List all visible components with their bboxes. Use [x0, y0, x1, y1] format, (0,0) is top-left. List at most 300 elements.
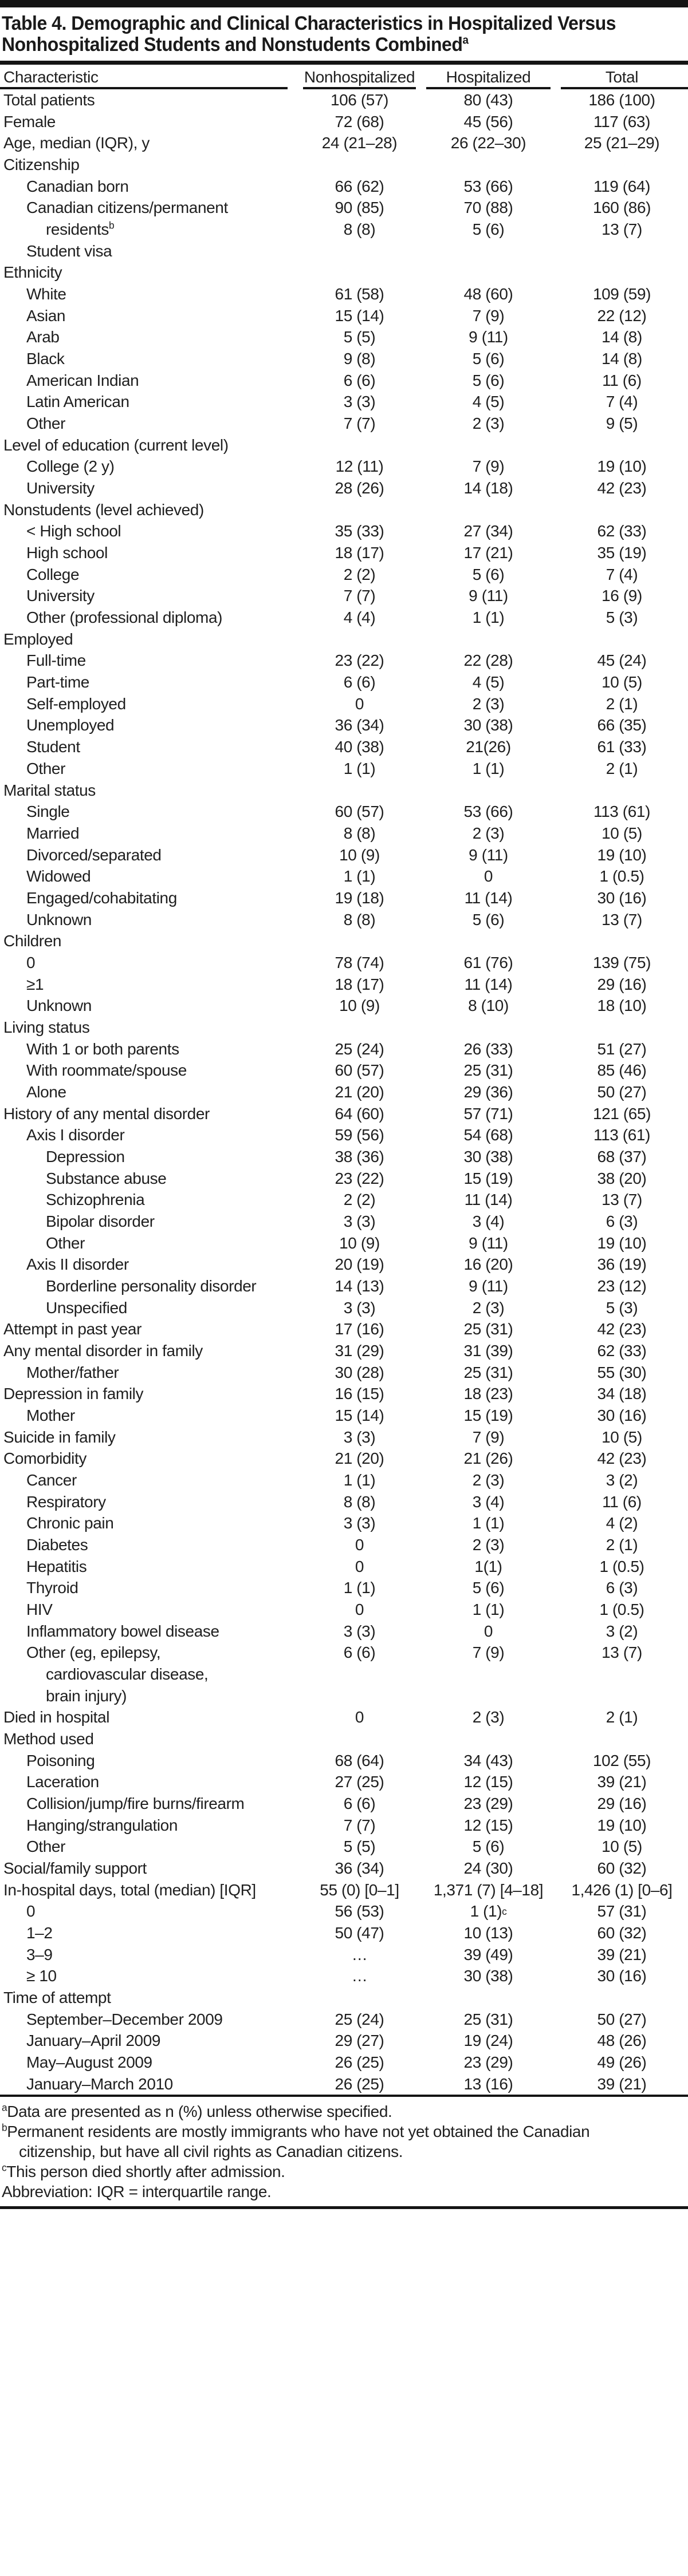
hospitalized-value: 3 (4) [472, 1212, 505, 1230]
nonhospitalized-value: 6 (6) [343, 1795, 376, 1813]
nonhospitalized-value: 0 [355, 694, 364, 713]
nonhospitalized-value: 3 (3) [343, 1622, 376, 1640]
hospitalized-value: 7 (9) [472, 1428, 505, 1446]
nonhospitalized-value: 35 (33) [335, 522, 384, 540]
table-row [0, 1081, 688, 1103]
hospitalized-value: 11 (14) [464, 888, 513, 907]
total-value [556, 1685, 688, 1707]
nonhospitalized-value: 0 [355, 1708, 364, 1726]
table-row [0, 348, 688, 370]
total-value: 30 (16) [597, 888, 647, 907]
table-row [0, 1427, 688, 1448]
total-value: 36 (19) [597, 1255, 647, 1274]
total-value: 139 (75) [592, 953, 651, 971]
hospitalized-value: 0 [483, 1622, 493, 1640]
row-label: White [26, 285, 66, 303]
total-value: 23 (12) [597, 1277, 647, 1295]
total-value: 10 (5) [601, 1428, 642, 1446]
table-row [0, 154, 688, 176]
total-value: 50 (27) [597, 2010, 647, 2028]
table-row [0, 758, 688, 780]
total-value: 45 (24) [597, 651, 647, 670]
table-row [0, 650, 688, 671]
table-row [0, 111, 688, 133]
total-value [556, 629, 688, 650]
hospitalized-value: 1 (1) [472, 609, 505, 627]
table-row [0, 2073, 688, 2095]
hospitalized-value [421, 1728, 556, 1750]
total-value: 42 (23) [597, 479, 647, 497]
table-row [0, 1556, 688, 1578]
total-value: 42 (23) [597, 1449, 647, 1468]
nonhospitalized-value: 1 (1) [343, 1579, 376, 1597]
total-value: 1 (0.5) [599, 867, 644, 886]
nonhospitalized-value: 8 (8) [343, 910, 376, 929]
nonhospitalized-value: 9 (8) [343, 350, 376, 368]
nonhospitalized-value [298, 1664, 421, 1685]
row-label: Axis I disorder [26, 1126, 125, 1144]
column-header-hospitalized: Hospitalized [421, 65, 556, 89]
hospitalized-value: 61 (76) [463, 953, 513, 971]
table-row [0, 1124, 688, 1146]
nonhospitalized-value: 26 (25) [335, 2075, 384, 2093]
row-label: Respiratory [26, 1492, 106, 1511]
table-row [0, 1469, 688, 1491]
nonhospitalized-value: 23 (22) [335, 651, 384, 670]
row-label: Alone [26, 1082, 66, 1101]
table-row [0, 1405, 688, 1427]
table-row [0, 413, 688, 434]
row-label: ≥1 [26, 975, 44, 993]
row-label: Total patients [3, 91, 95, 109]
table-row [0, 1642, 688, 1664]
hospitalized-value: 1(1) [474, 1557, 502, 1575]
row-label: Employed [3, 630, 73, 648]
hospitalized-value: 23 (29) [463, 2053, 513, 2072]
table-row [0, 1512, 688, 1534]
row-label: Married [26, 824, 80, 842]
nonhospitalized-value: 38 (36) [335, 1147, 384, 1165]
row-label: Unemployed [26, 716, 115, 734]
bottom-rule [0, 2206, 688, 2209]
total-value: 55 (30) [597, 1363, 647, 1381]
hospitalized-value: 5 (6) [472, 371, 505, 389]
total-value: 22 (12) [597, 306, 647, 325]
table-row [0, 974, 688, 995]
row-label: Other (professional diploma) [26, 609, 223, 627]
hospitalized-value: 18 (23) [463, 1385, 513, 1403]
total-value: 61 (33) [597, 738, 647, 756]
nonhospitalized-value: 18 (17) [335, 975, 384, 993]
footnote: $^c$This person died shortly after admission. [2, 2162, 285, 2181]
hospitalized-value: 25 (31) [463, 1320, 513, 1338]
nonhospitalized-value: 3 (3) [343, 1428, 376, 1446]
hospitalized-value: 30 (38) [463, 1967, 513, 1985]
hospitalized-value [421, 1664, 556, 1685]
hospitalized-value [421, 1017, 556, 1038]
table-row [0, 1103, 688, 1125]
total-value: 10 (5) [601, 673, 642, 692]
total-value: 39 (21) [597, 1945, 647, 1963]
hospitalized-value: 8 (10) [468, 997, 509, 1015]
nonhospitalized-value: 2 (2) [343, 565, 376, 583]
nonhospitalized-value: 20 (19) [335, 1255, 384, 1274]
total-value [556, 240, 688, 262]
table-row [0, 542, 688, 564]
table-row [0, 520, 688, 542]
table-row [0, 1599, 688, 1621]
table-row [0, 1706, 688, 1728]
row-label: Other [26, 414, 66, 433]
total-value [556, 154, 688, 176]
row-label: American Indian [26, 371, 139, 389]
total-value [556, 1017, 688, 1038]
table-row [0, 391, 688, 413]
table-row [0, 607, 688, 629]
hospitalized-value: 26 (22–30) [450, 134, 526, 152]
row-label: Time of attempt [3, 1989, 111, 2007]
table-row [0, 1793, 688, 1815]
row-label: Bipolar disorder [46, 1212, 155, 1230]
row-label: Inflammatory bowel disease [26, 1622, 219, 1640]
hospitalized-value: 5 (6) [472, 350, 505, 368]
row-label: With 1 or both parents [26, 1040, 179, 1058]
hospitalized-value: 2 (3) [472, 694, 505, 713]
table-row [0, 585, 688, 607]
nonhospitalized-value: 15 (14) [335, 306, 384, 325]
table-row [0, 801, 688, 823]
hospitalized-value: 2 (3) [472, 1536, 505, 1554]
total-value [556, 434, 688, 456]
hospitalized-value: 1 (1) [472, 759, 505, 777]
row-label: Unspecified [46, 1298, 127, 1317]
row-label: brain injury) [46, 1686, 127, 1705]
hospitalized-value: 31 (39) [463, 1341, 513, 1360]
total-value [556, 262, 688, 283]
total-value: 39 (21) [597, 2075, 647, 2093]
hospitalized-value [421, 629, 556, 650]
table-row [0, 1836, 688, 1858]
row-label: With roommate/spouse [26, 1061, 187, 1080]
row-label: Thyroid [26, 1579, 78, 1597]
hospitalized-value: 45 (56) [463, 112, 513, 131]
total-value: 160 (86) [592, 199, 651, 217]
total-value: 113 (61) [593, 1126, 650, 1144]
hospitalized-value [421, 780, 556, 801]
column-header-characteristic: Characteristic [0, 65, 298, 89]
nonhospitalized-value: 29 (27) [335, 2032, 384, 2050]
row-label: Widowed [26, 867, 91, 886]
hospitalized-value: 39 (49) [463, 1945, 513, 1963]
total-value: 13 (7) [601, 910, 642, 929]
total-value: 2 (1) [606, 694, 638, 713]
row-label: ≥ 10 [26, 1967, 57, 1985]
total-value: 10 (5) [601, 824, 642, 842]
nonhospitalized-value [298, 1685, 421, 1707]
total-value: 9 (5) [606, 414, 638, 433]
hospitalized-value: 3 (4) [472, 1492, 505, 1511]
nonhospitalized-value: 64 (60) [335, 1104, 384, 1123]
total-value: 35 (19) [597, 544, 647, 562]
table-row [0, 1534, 688, 1556]
nonhospitalized-value: 14 (13) [335, 1277, 384, 1295]
hospitalized-value: 54 (68) [463, 1126, 513, 1144]
hospitalized-value [421, 930, 556, 952]
nonhospitalized-value: 7 (7) [343, 587, 376, 605]
nonhospitalized-value: 16 (15) [335, 1385, 384, 1403]
row-label: Hanging/strangulation [26, 1816, 178, 1834]
table-row [0, 305, 688, 327]
hospitalized-value: 9 (11) [469, 1277, 508, 1295]
nonhospitalized-value [298, 1017, 421, 1038]
row-label: Black [26, 350, 65, 368]
hospitalized-value: 1 (1) c [470, 1902, 507, 1921]
nonhospitalized-value: 40 (38) [335, 738, 384, 756]
row-label: Single [26, 803, 70, 821]
table-row [0, 132, 688, 154]
nonhospitalized-value: 18 (17) [335, 544, 384, 562]
table-row [0, 1383, 688, 1405]
nonhospitalized-value: … [351, 1967, 368, 1985]
hospitalized-value: 2 (3) [472, 824, 505, 842]
total-value [556, 1987, 688, 2009]
hospitalized-value [421, 262, 556, 283]
total-value: 13 (7) [601, 1643, 642, 1662]
hospitalized-value: 34 (43) [463, 1751, 513, 1769]
hospitalized-value [421, 434, 556, 456]
total-value: 16 (9) [601, 587, 642, 605]
total-value: 30 (16) [597, 1967, 647, 1985]
nonhospitalized-value: 66 (62) [335, 177, 384, 195]
row-label: Cancer [26, 1471, 77, 1489]
hospitalized-value: 7 (9) [472, 306, 505, 325]
total-value: 7 (4) [606, 565, 638, 583]
nonhospitalized-value: 68 (64) [335, 1751, 384, 1769]
row-label: Nonstudents (level achieved) [3, 500, 204, 519]
table-row [0, 1664, 688, 1685]
nonhospitalized-value: 28 (26) [335, 479, 384, 497]
row-label: Ethnicity [3, 263, 62, 282]
hospitalized-value: 9 (11) [469, 328, 508, 346]
nonhospitalized-value: 59 (56) [335, 1126, 384, 1144]
nonhospitalized-value: 5 (5) [343, 1838, 376, 1856]
column-header-nonhospitalized: Nonhospitalized [298, 65, 421, 89]
row-label: Engaged/cohabitating [26, 888, 177, 907]
hospitalized-value: 4 (5) [472, 393, 505, 411]
hospitalized-value: 5 (6) [472, 1579, 505, 1597]
hospitalized-value: 23 (29) [463, 1795, 513, 1813]
total-value: 29 (16) [597, 1795, 647, 1813]
row-label: Self-employed [26, 694, 126, 713]
row-label: < High school [26, 522, 121, 540]
nonhospitalized-value: 25 (24) [335, 2010, 384, 2028]
nonhospitalized-value: 36 (34) [335, 1859, 384, 1878]
nonhospitalized-value: 21 (20) [335, 1449, 384, 1468]
total-value: 51 (27) [597, 1040, 647, 1058]
total-value: 57 (31) [597, 1902, 647, 1921]
nonhospitalized-value: 6 (6) [343, 673, 376, 692]
hospitalized-value: 15 (19) [463, 1406, 513, 1424]
row-label: College [26, 565, 80, 583]
table-row [0, 736, 688, 758]
row-label: 3–9 [26, 1945, 53, 1963]
table-row [0, 1318, 688, 1340]
table-row [0, 629, 688, 650]
nonhospitalized-value: 1 (1) [343, 1471, 376, 1489]
nonhospitalized-value: 23 (22) [335, 1169, 384, 1187]
total-value: 19 (10) [597, 1816, 647, 1834]
row-label: Mother [26, 1406, 75, 1424]
nonhospitalized-value: 60 (57) [335, 803, 384, 821]
table-row [0, 1362, 688, 1384]
hospitalized-value [421, 1685, 556, 1707]
row-label: Marital status [3, 781, 96, 799]
total-value: 38 (20) [597, 1169, 647, 1187]
table-row [0, 197, 688, 219]
hospitalized-value: 2 (3) [472, 1471, 505, 1489]
row-label: Collision/jump/fire burns/firearm [26, 1795, 245, 1813]
total-value: 85 (46) [597, 1061, 647, 1080]
nonhospitalized-value: 10 (9) [339, 997, 380, 1015]
total-value: 14 (8) [601, 328, 642, 346]
hospitalized-value: 48 (60) [463, 285, 513, 303]
table-row [0, 1815, 688, 1836]
row-label: Level of education (current level) [3, 436, 229, 454]
row-label: Children [3, 932, 62, 950]
nonhospitalized-value: 90 (85) [335, 199, 384, 217]
title-rule [0, 61, 688, 65]
total-value: 2 (1) [606, 759, 638, 777]
table-row [0, 176, 688, 197]
row-label: College (2 y) [26, 457, 115, 476]
total-value: 3 (2) [606, 1471, 638, 1489]
total-value: 113 (61) [593, 803, 650, 821]
nonhospitalized-value: 50 (47) [335, 1924, 384, 1942]
total-value: 11 (6) [602, 371, 642, 389]
total-value: 34 (18) [597, 1385, 647, 1403]
hospitalized-value [421, 240, 556, 262]
table-row [0, 434, 688, 456]
row-label: Schizophrenia [46, 1191, 145, 1209]
total-value: 5 (3) [606, 609, 638, 627]
nonhospitalized-value: 1 (1) [343, 867, 376, 886]
table-row [0, 564, 688, 586]
footnote: $^a$Data are presented as n (%) unless otherwise specified. [2, 2102, 392, 2121]
total-value [556, 499, 688, 521]
table-row [0, 930, 688, 952]
nonhospitalized-value: 3 (3) [343, 1212, 376, 1230]
hospitalized-value [421, 1987, 556, 2009]
total-value: 2 (1) [606, 1708, 638, 1726]
column-header-total: Total [556, 65, 688, 89]
hospitalized-value [421, 154, 556, 176]
nonhospitalized-value: 31 (29) [335, 1341, 384, 1360]
nonhospitalized-value: 3 (3) [343, 1298, 376, 1317]
table-row [0, 326, 688, 348]
row-label: Substance abuse [46, 1169, 167, 1187]
row-label: University [26, 479, 95, 497]
row-label: 0 [26, 953, 36, 971]
row-label: 0 [26, 1902, 36, 1921]
nonhospitalized-value: 21 (20) [335, 1082, 384, 1101]
table-body [0, 89, 688, 2095]
nonhospitalized-value: 24 (21–28) [321, 134, 398, 152]
hospitalized-value: 29 (36) [463, 1082, 513, 1101]
table-row [0, 995, 688, 1017]
row-label: 1–2 [26, 1924, 53, 1942]
table-row [0, 2030, 688, 2052]
hospitalized-value: 21 (26) [463, 1449, 513, 1468]
table-row [0, 89, 688, 111]
total-value: 14 (8) [601, 350, 642, 368]
nonhospitalized-value: 26 (25) [335, 2053, 384, 2072]
row-label: Comorbidity [3, 1449, 87, 1468]
hospitalized-value: 5 (6) [472, 565, 505, 583]
total-value: 62 (33) [597, 1341, 647, 1360]
total-value: 10 (5) [601, 1838, 642, 1856]
table-row [0, 456, 688, 477]
nonhospitalized-value: 7 (7) [343, 414, 376, 433]
table-row [0, 693, 688, 715]
row-label: Depression in family [3, 1385, 144, 1403]
table-row [0, 2009, 688, 2030]
row-label: Student visa [26, 242, 112, 260]
total-value: 19 (10) [597, 457, 647, 476]
table-row [0, 844, 688, 866]
total-value: 60 (32) [597, 1859, 647, 1878]
table-row [0, 219, 688, 240]
hospitalized-value: 1 (1) [472, 1601, 505, 1619]
row-label: Other (eg, epilepsy, [26, 1643, 161, 1662]
row-label: University [26, 587, 95, 605]
row-label: Laceration [26, 1773, 99, 1791]
nonhospitalized-value: 3 (3) [343, 1514, 376, 1532]
nonhospitalized-value [298, 240, 421, 262]
footnote: Abbreviation: IQR = interquartile range. [2, 2183, 272, 2201]
nonhospitalized-value: 25 (24) [335, 1040, 384, 1058]
nonhospitalized-value: 60 (57) [335, 1061, 384, 1080]
nonhospitalized-value: 55 (0) [0–1] [320, 1880, 399, 1899]
row-label: Depression [46, 1147, 125, 1165]
table-title-footnote-marker: a [462, 34, 469, 47]
total-value: 49 (26) [597, 2053, 647, 2072]
table-row [0, 1060, 688, 1081]
hospitalized-value: 1 (1) [472, 1514, 505, 1532]
hospitalized-value: 5 (6) [472, 220, 505, 239]
row-label: Other [26, 1838, 66, 1856]
nonhospitalized-value: 8 (8) [343, 1492, 376, 1511]
hospitalized-value: 15 (19) [463, 1169, 513, 1187]
footnote: citizenship, but have all civil rights as Canadian citizens. [19, 2143, 403, 2161]
row-label: High school [26, 544, 108, 562]
total-value: 119 (64) [593, 177, 650, 195]
total-value: 4 (2) [606, 1514, 638, 1532]
row-label: Part-time [26, 673, 89, 692]
nonhospitalized-value [298, 434, 421, 456]
row-label: Unknown [26, 910, 92, 929]
table-row [0, 823, 688, 844]
total-value: 102 (55) [592, 1751, 651, 1769]
total-value: 62 (33) [597, 522, 647, 540]
row-label: Any mental disorder in family [3, 1341, 203, 1360]
total-value: 117 (63) [593, 112, 650, 131]
nonhospitalized-value: 0 [355, 1557, 364, 1575]
row-label: Female [3, 112, 56, 131]
total-value: 109 (59) [592, 285, 651, 303]
table-row [0, 1146, 688, 1168]
hospitalized-value: 19 (24) [463, 2032, 513, 2050]
table-row [0, 1577, 688, 1599]
